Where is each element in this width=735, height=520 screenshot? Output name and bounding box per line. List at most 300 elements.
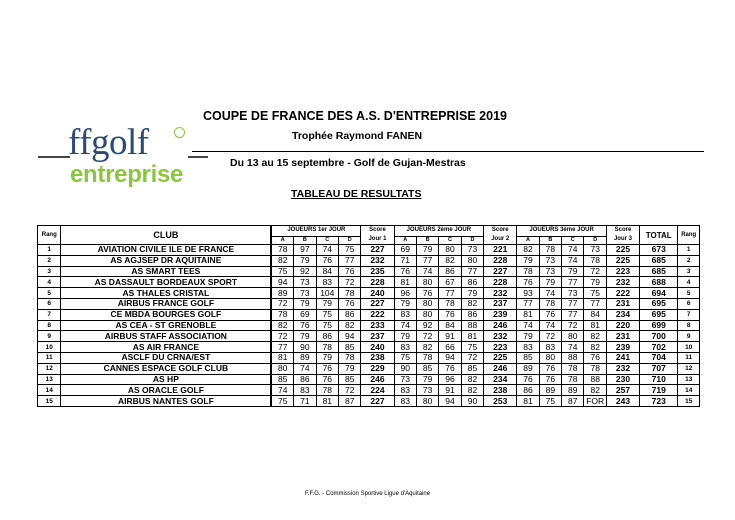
row-total: 688 xyxy=(640,277,678,288)
player-score-day2: 94 xyxy=(439,352,461,363)
player-score-day3: 73 xyxy=(539,255,561,266)
table-row xyxy=(38,385,700,396)
score-day2: 239 xyxy=(484,309,517,320)
player-score-day1: 77 xyxy=(271,342,293,353)
score-day1: 222 xyxy=(361,309,394,320)
player-score-day1: 79 xyxy=(316,352,338,363)
player-score-day2: 80 xyxy=(439,245,461,256)
player-score-day1: 85 xyxy=(339,342,361,353)
player-score-day1: 73 xyxy=(294,277,316,288)
header-letter: C xyxy=(439,236,461,244)
player-score-day2: 81 xyxy=(461,331,483,342)
player-score-day3: 80 xyxy=(539,352,561,363)
player-score-day3: 85 xyxy=(517,352,539,363)
player-score-day1: 74 xyxy=(316,245,338,256)
score-day3: 220 xyxy=(606,320,639,331)
player-score-day2: 73 xyxy=(416,385,438,396)
player-score-day1: 72 xyxy=(339,277,361,288)
row-club: CANNES ESPACE GOLF CLUB xyxy=(61,363,271,374)
row-rank: 5 xyxy=(38,288,61,299)
player-score-day2: 79 xyxy=(416,245,438,256)
score-day1: 224 xyxy=(361,385,394,396)
header-letter: A xyxy=(394,236,416,244)
player-score-day1: 81 xyxy=(271,352,293,363)
player-score-day3: 82 xyxy=(584,331,606,342)
header-letter: B xyxy=(294,236,316,244)
player-score-day3: 82 xyxy=(584,342,606,353)
table-row xyxy=(38,352,700,363)
player-score-day1: 78 xyxy=(316,385,338,396)
player-score-day2: 76 xyxy=(394,266,416,277)
score-day1: 232 xyxy=(361,255,394,266)
table-row xyxy=(38,245,700,256)
player-score-day2: 90 xyxy=(394,363,416,374)
player-score-day3: 72 xyxy=(562,320,584,331)
player-score-day2: 83 xyxy=(394,396,416,407)
player-score-day1: 97 xyxy=(294,245,316,256)
row-rank: 11 xyxy=(38,352,61,363)
row-club: AS AIR FRANCE xyxy=(61,342,271,353)
row-rank: 9 xyxy=(38,331,61,342)
row-club: AIRBUS STAFF ASSOCIATION xyxy=(61,331,271,342)
player-score-day3: 81 xyxy=(584,320,606,331)
score-day2: 228 xyxy=(484,255,517,266)
header-day3: JOUEURS 3ème JOUR xyxy=(517,226,607,237)
score-day3: 243 xyxy=(606,396,639,407)
table-row xyxy=(38,331,700,342)
header-divider xyxy=(192,151,704,152)
player-score-day1: 74 xyxy=(271,385,293,396)
table-row xyxy=(38,363,700,374)
player-score-day3: 75 xyxy=(584,288,606,299)
player-score-day3: 79 xyxy=(584,277,606,288)
player-score-day2: 74 xyxy=(394,320,416,331)
logo-sub: entreprise xyxy=(70,161,184,188)
score-day2: 227 xyxy=(484,266,517,277)
logo-brand: ffgolf xyxy=(68,122,149,163)
player-score-day3: 74 xyxy=(517,320,539,331)
player-score-day3: 78 xyxy=(517,266,539,277)
header-letter: A xyxy=(271,236,293,244)
score-day1: 235 xyxy=(361,266,394,277)
player-score-day2: 75 xyxy=(461,342,483,353)
player-score-day1: 78 xyxy=(339,288,361,299)
player-score-day2: 96 xyxy=(394,288,416,299)
header-letter: D xyxy=(339,236,361,244)
player-score-day3: 79 xyxy=(517,255,539,266)
player-score-day3: 77 xyxy=(517,298,539,309)
row-club: AS SMART TEES xyxy=(61,266,271,277)
row-total: 702 xyxy=(640,342,678,353)
score-day2: 232 xyxy=(484,331,517,342)
player-score-day1: 79 xyxy=(316,298,338,309)
player-score-day3: 83 xyxy=(539,342,561,353)
player-score-day3: 75 xyxy=(539,396,561,407)
score-day3: 223 xyxy=(606,266,639,277)
table-row xyxy=(38,298,700,309)
page-title: COUPE DE FRANCE DES A.S. D'ENTREPRISE 2019 xyxy=(203,109,507,123)
header-day1: JOUEURS 1er JOUR xyxy=(271,226,361,237)
player-score-day1: 79 xyxy=(294,298,316,309)
header-score2: Score Jour 2 xyxy=(484,226,517,245)
score-day3: 230 xyxy=(606,374,639,385)
player-score-day1: 72 xyxy=(271,331,293,342)
player-score-day3: 77 xyxy=(584,298,606,309)
row-club: AIRBUS NANTES GOLF xyxy=(61,396,271,407)
player-score-day2: 81 xyxy=(394,277,416,288)
score-day2: 246 xyxy=(484,363,517,374)
player-score-day2: 73 xyxy=(394,374,416,385)
player-score-day1: 76 xyxy=(316,255,338,266)
player-score-day1: 78 xyxy=(339,352,361,363)
player-score-day3: 89 xyxy=(562,385,584,396)
table-row xyxy=(38,255,700,266)
player-score-day2: 78 xyxy=(439,298,461,309)
header-score3: Score Jour 3 xyxy=(606,226,639,245)
player-score-day3: 78 xyxy=(562,374,584,385)
player-score-day1: 78 xyxy=(271,245,293,256)
score-day1: 227 xyxy=(361,396,394,407)
table-row xyxy=(38,309,700,320)
player-score-day2: 96 xyxy=(439,374,461,385)
player-score-day3: 73 xyxy=(562,288,584,299)
row-rank: 10 xyxy=(38,342,61,353)
player-score-day2: 80 xyxy=(416,309,438,320)
player-score-day2: 79 xyxy=(394,298,416,309)
player-score-day3: 79 xyxy=(562,266,584,277)
player-score-day2: 79 xyxy=(394,331,416,342)
score-day2: 232 xyxy=(484,288,517,299)
row-rank-right: 11 xyxy=(678,352,700,363)
score-day2: 225 xyxy=(484,352,517,363)
player-score-day1: 72 xyxy=(339,385,361,396)
player-score-day3: 76 xyxy=(539,309,561,320)
row-total: 695 xyxy=(640,298,678,309)
player-score-day2: 71 xyxy=(394,255,416,266)
table-row xyxy=(38,342,700,353)
row-rank-right: 12 xyxy=(678,363,700,374)
player-score-day1: 82 xyxy=(339,320,361,331)
row-rank: 13 xyxy=(38,374,61,385)
score-day1: 237 xyxy=(361,331,394,342)
row-total: 699 xyxy=(640,320,678,331)
player-score-day1: 84 xyxy=(316,266,338,277)
score-day3: 225 xyxy=(606,245,639,256)
player-score-day3: 74 xyxy=(539,320,561,331)
player-score-day2: 82 xyxy=(461,385,483,396)
player-score-day2: 73 xyxy=(461,245,483,256)
row-total: 723 xyxy=(640,396,678,407)
row-rank-right: 15 xyxy=(678,396,700,407)
player-score-day2: 77 xyxy=(416,255,438,266)
row-total: 707 xyxy=(640,363,678,374)
player-score-day3: 86 xyxy=(517,385,539,396)
row-rank: 12 xyxy=(38,363,61,374)
player-score-day3: 76 xyxy=(539,374,561,385)
header-letter: B xyxy=(416,236,438,244)
player-score-day1: 85 xyxy=(339,374,361,385)
player-score-day2: 82 xyxy=(461,374,483,385)
player-score-day1: 92 xyxy=(294,266,316,277)
player-score-day3: 74 xyxy=(562,255,584,266)
table-row xyxy=(38,277,700,288)
row-rank: 14 xyxy=(38,385,61,396)
event-dates: Du 13 au 15 septembre - Golf de Gujan-Mestras xyxy=(230,157,466,169)
player-score-day1: 73 xyxy=(294,288,316,299)
score-day3: 239 xyxy=(606,342,639,353)
score-day2: 234 xyxy=(484,374,517,385)
player-score-day2: 69 xyxy=(394,245,416,256)
player-score-day2: 76 xyxy=(439,363,461,374)
score-day1: 227 xyxy=(361,245,394,256)
table-row xyxy=(38,374,700,385)
player-score-day1: 82 xyxy=(271,320,293,331)
player-score-day2: 80 xyxy=(416,396,438,407)
player-score-day2: 79 xyxy=(461,288,483,299)
player-score-day2: 84 xyxy=(439,320,461,331)
player-score-day3: 88 xyxy=(584,374,606,385)
score-day1: 233 xyxy=(361,320,394,331)
row-total: 685 xyxy=(640,255,678,266)
player-score-day2: 83 xyxy=(394,385,416,396)
header-letter: A xyxy=(517,236,539,244)
header-letter: B xyxy=(539,236,561,244)
row-total: 700 xyxy=(640,331,678,342)
player-score-day1: 87 xyxy=(339,396,361,407)
header-letter: D xyxy=(461,236,483,244)
row-rank: 7 xyxy=(38,309,61,320)
player-score-day3: 83 xyxy=(517,342,539,353)
player-score-day3: 81 xyxy=(517,309,539,320)
row-club: ASCLF DU CRNA/EST xyxy=(61,352,271,363)
player-score-day3: 84 xyxy=(584,309,606,320)
player-score-day3: 77 xyxy=(562,309,584,320)
row-total: 704 xyxy=(640,352,678,363)
table-row xyxy=(38,288,700,299)
player-score-day2: 92 xyxy=(416,320,438,331)
player-score-day3: 78 xyxy=(539,298,561,309)
player-score-day3: 88 xyxy=(562,352,584,363)
player-score-day3: 78 xyxy=(562,363,584,374)
player-score-day3: 82 xyxy=(517,245,539,256)
player-score-day2: 91 xyxy=(439,331,461,342)
player-score-day3: 89 xyxy=(517,363,539,374)
player-score-day1: 81 xyxy=(316,396,338,407)
player-score-day2: 76 xyxy=(416,288,438,299)
player-score-day1: 85 xyxy=(271,374,293,385)
player-score-day1: 89 xyxy=(271,288,293,299)
row-rank: 3 xyxy=(38,266,61,277)
row-club: AS HP xyxy=(61,374,271,385)
player-score-day3: FOR xyxy=(584,396,606,407)
header-score1: Score Jour 1 xyxy=(361,226,394,245)
row-total: 695 xyxy=(640,309,678,320)
row-rank-right: 13 xyxy=(678,374,700,385)
player-score-day1: 69 xyxy=(294,309,316,320)
header-letter: D xyxy=(584,236,606,244)
table-row xyxy=(38,396,700,407)
player-score-day1: 72 xyxy=(271,298,293,309)
player-score-day2: 91 xyxy=(439,385,461,396)
score-day1: 228 xyxy=(361,277,394,288)
header-day2: JOUEURS 2ème JOUR xyxy=(394,226,484,237)
score-day2: 237 xyxy=(484,298,517,309)
score-day3: 225 xyxy=(606,255,639,266)
row-rank-right: 1 xyxy=(678,245,700,256)
player-score-day3: 77 xyxy=(562,298,584,309)
player-score-day2: 66 xyxy=(439,342,461,353)
score-day1: 240 xyxy=(361,288,394,299)
score-day2: 246 xyxy=(484,320,517,331)
score-day3: 241 xyxy=(606,352,639,363)
player-score-day2: 83 xyxy=(394,309,416,320)
row-club: AS THALES CRISTAL xyxy=(61,288,271,299)
player-score-day1: 89 xyxy=(294,352,316,363)
row-club: AS CEA - ST GRENOBLE xyxy=(61,320,271,331)
player-score-day3: 79 xyxy=(517,331,539,342)
score-day3: 222 xyxy=(606,288,639,299)
player-score-day2: 85 xyxy=(416,363,438,374)
player-score-day3: 78 xyxy=(584,363,606,374)
player-score-day1: 79 xyxy=(294,331,316,342)
page-footer: F.F.G. - Commission Sportive Ligue d'Aquitaine xyxy=(304,491,431,497)
player-score-day2: 82 xyxy=(461,298,483,309)
player-score-day2: 76 xyxy=(439,309,461,320)
header-letter: C xyxy=(316,236,338,244)
player-score-day1: 78 xyxy=(271,309,293,320)
row-total: 673 xyxy=(640,245,678,256)
player-score-day2: 78 xyxy=(416,352,438,363)
player-score-day2: 77 xyxy=(461,266,483,277)
header-club: CLUB xyxy=(61,226,271,245)
player-score-day2: 85 xyxy=(461,363,483,374)
player-score-day2: 82 xyxy=(439,255,461,266)
player-score-day2: 77 xyxy=(439,288,461,299)
player-score-day1: 75 xyxy=(271,396,293,407)
player-score-day1: 79 xyxy=(339,363,361,374)
row-rank: 6 xyxy=(38,298,61,309)
player-score-day1: 76 xyxy=(316,363,338,374)
row-rank-right: 8 xyxy=(678,320,700,331)
player-score-day2: 80 xyxy=(416,277,438,288)
row-club: CE MBDA BOURGES GOLF xyxy=(61,309,271,320)
row-rank: 2 xyxy=(38,255,61,266)
score-day2: 253 xyxy=(484,396,517,407)
table-row xyxy=(38,266,700,277)
player-score-day3: 79 xyxy=(539,277,561,288)
player-score-day1: 75 xyxy=(339,245,361,256)
score-day2: 228 xyxy=(484,277,517,288)
player-score-day2: 90 xyxy=(461,396,483,407)
score-day3: 231 xyxy=(606,331,639,342)
row-rank-right: 3 xyxy=(678,266,700,277)
row-total: 685 xyxy=(640,266,678,277)
player-score-day2: 72 xyxy=(461,352,483,363)
player-score-day1: 76 xyxy=(316,374,338,385)
score-day1: 238 xyxy=(361,352,394,363)
player-score-day3: 80 xyxy=(562,331,584,342)
player-score-day2: 74 xyxy=(416,266,438,277)
ffgolf-entreprise-logo xyxy=(38,124,208,194)
player-score-day1: 76 xyxy=(339,298,361,309)
row-rank-right: 7 xyxy=(678,309,700,320)
row-rank-right: 2 xyxy=(678,255,700,266)
score-day2: 221 xyxy=(484,245,517,256)
player-score-day1: 74 xyxy=(294,363,316,374)
player-score-day3: 76 xyxy=(517,374,539,385)
player-score-day2: 86 xyxy=(461,309,483,320)
score-day3: 232 xyxy=(606,363,639,374)
score-day3: 257 xyxy=(606,385,639,396)
row-rank-right: 6 xyxy=(678,298,700,309)
header-letter: C xyxy=(562,236,584,244)
player-score-day3: 72 xyxy=(584,266,606,277)
row-total: 710 xyxy=(640,374,678,385)
player-score-day1: 86 xyxy=(339,309,361,320)
player-score-day3: 76 xyxy=(517,277,539,288)
row-rank: 8 xyxy=(38,320,61,331)
player-score-day3: 78 xyxy=(584,255,606,266)
row-rank-right: 10 xyxy=(678,342,700,353)
row-rank: 15 xyxy=(38,396,61,407)
player-score-day3: 76 xyxy=(584,352,606,363)
score-day3: 232 xyxy=(606,277,639,288)
score-day1: 229 xyxy=(361,363,394,374)
player-score-day1: 71 xyxy=(294,396,316,407)
header-total: TOTAL xyxy=(640,226,678,245)
row-rank: 4 xyxy=(38,277,61,288)
player-score-day3: 87 xyxy=(562,396,584,407)
player-score-day2: 86 xyxy=(461,277,483,288)
player-score-day3: 74 xyxy=(562,245,584,256)
player-score-day2: 80 xyxy=(416,298,438,309)
row-club: AS AGJSEP DR AQUITAINE xyxy=(61,255,271,266)
player-score-day3: 89 xyxy=(539,385,561,396)
player-score-day1: 76 xyxy=(339,266,361,277)
score-day3: 234 xyxy=(606,309,639,320)
results-subtitle: TABLEAU DE RESULTATS xyxy=(291,188,422,200)
row-rank-right: 5 xyxy=(678,288,700,299)
row-total: 719 xyxy=(640,385,678,396)
player-score-day1: 104 xyxy=(316,288,338,299)
row-club: AS ORACLE GOLF xyxy=(61,385,271,396)
player-score-day1: 90 xyxy=(294,342,316,353)
score-day1: 246 xyxy=(361,374,394,385)
header-rank-right: Rang xyxy=(678,226,700,245)
player-score-day2: 94 xyxy=(439,396,461,407)
player-score-day1: 94 xyxy=(271,277,293,288)
player-score-day3: 74 xyxy=(539,288,561,299)
player-score-day2: 86 xyxy=(439,266,461,277)
logo-rule-right xyxy=(188,156,208,158)
header-rank: Rang xyxy=(38,226,61,245)
player-score-day2: 67 xyxy=(439,277,461,288)
player-score-day3: 93 xyxy=(517,288,539,299)
score-day3: 231 xyxy=(606,298,639,309)
results-table xyxy=(37,225,700,407)
player-score-day1: 78 xyxy=(316,342,338,353)
player-score-day3: 74 xyxy=(562,342,584,353)
player-score-day3: 73 xyxy=(539,266,561,277)
player-score-day2: 82 xyxy=(416,342,438,353)
score-day2: 223 xyxy=(484,342,517,353)
row-rank-right: 4 xyxy=(678,277,700,288)
logo-rule-left xyxy=(38,156,70,158)
player-score-day3: 78 xyxy=(539,245,561,256)
row-club: AIRBUS FRANCE GOLF xyxy=(61,298,271,309)
row-club: AS DASSAULT BORDEAUX SPORT xyxy=(61,277,271,288)
player-score-day1: 83 xyxy=(294,385,316,396)
